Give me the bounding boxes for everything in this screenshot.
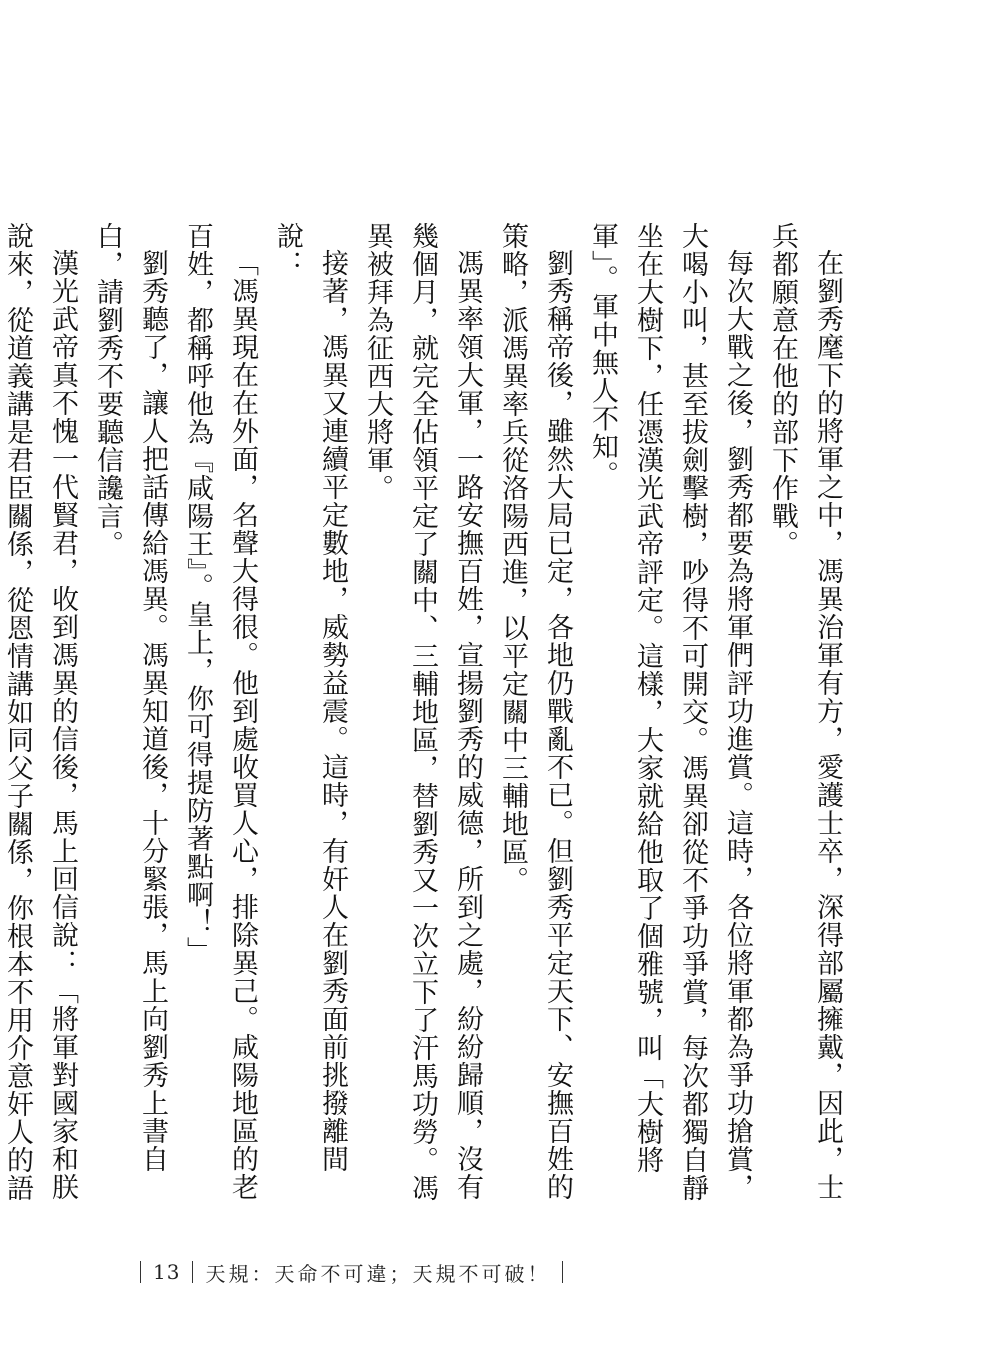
footer-divider	[562, 1261, 563, 1283]
page-number: 13	[153, 1260, 181, 1284]
footer-divider	[192, 1261, 193, 1283]
page-footer	[128, 1258, 575, 1286]
footer-divider	[140, 1261, 141, 1283]
paragraph: 「馮異現在在外面，名聲大得很。他到處收買人心，排除異己。咸陽地區的老百姓，都稱呼他為『咸陽王』。皇上，你可得提防著點啊！」	[182, 222, 258, 1201]
paragraph: 劉秀稱帝後，雖然大局已定，各地仍戰亂不已。但劉秀平定天下、安撫百姓的策略，派馮異率兵從洛陽西進，以平定關中三輔地區。	[497, 222, 573, 1201]
paragraph: 漢光武帝真不愧一代賢君，收到馮異的信後，馬上回信說：「將軍對國家和朕說來，從道義講是君臣關係，從恩情講如同父子關係，你根本不用介意奸人的語	[2, 222, 78, 1202]
paragraph: 馮異率領大軍，一路安撫百姓，宣揚劉秀的威德，所到之處，紛紛歸順，沒有幾個月，就完全佔領平定了關中、三輔地區，替劉秀又一次立下了汗馬功勞。馮異被拜為征西大將軍。	[362, 222, 483, 1202]
paragraph: 每次大戰之後，劉秀都要為將軍們評功進賞。這時，各位將軍都為爭功搶賞，大喝小叫，甚至拔劍擊樹，吵得不可開交。馮異卻從不爭功爭賞，每次都獨自靜坐在大樹下，任憑漢光武帝評定。這樣，大家就給他取了個雅號，叫「大樹將軍」。軍中無人不知。	[587, 222, 753, 1202]
vertical-text-body	[2, 222, 850, 1212]
running-title: 天規：天命不可違；天規不可破！	[205, 1261, 551, 1286]
paragraph: 劉秀聽了，讓人把話傳給馮異。馮異知道後，十分緊張，馬上向劉秀上書自白，請劉秀不要聽信讒言。	[92, 222, 168, 1173]
paragraph: 在劉秀麾下的將軍之中，馮異治軍有方，愛護士卒，深得部屬擁戴，因此，士兵都願意在他的部下作戰。	[767, 222, 843, 1201]
paragraph: 接著，馮異又連續平定數地，威勢益震。這時，有奸人在劉秀面前挑撥離間說：	[272, 222, 348, 1173]
